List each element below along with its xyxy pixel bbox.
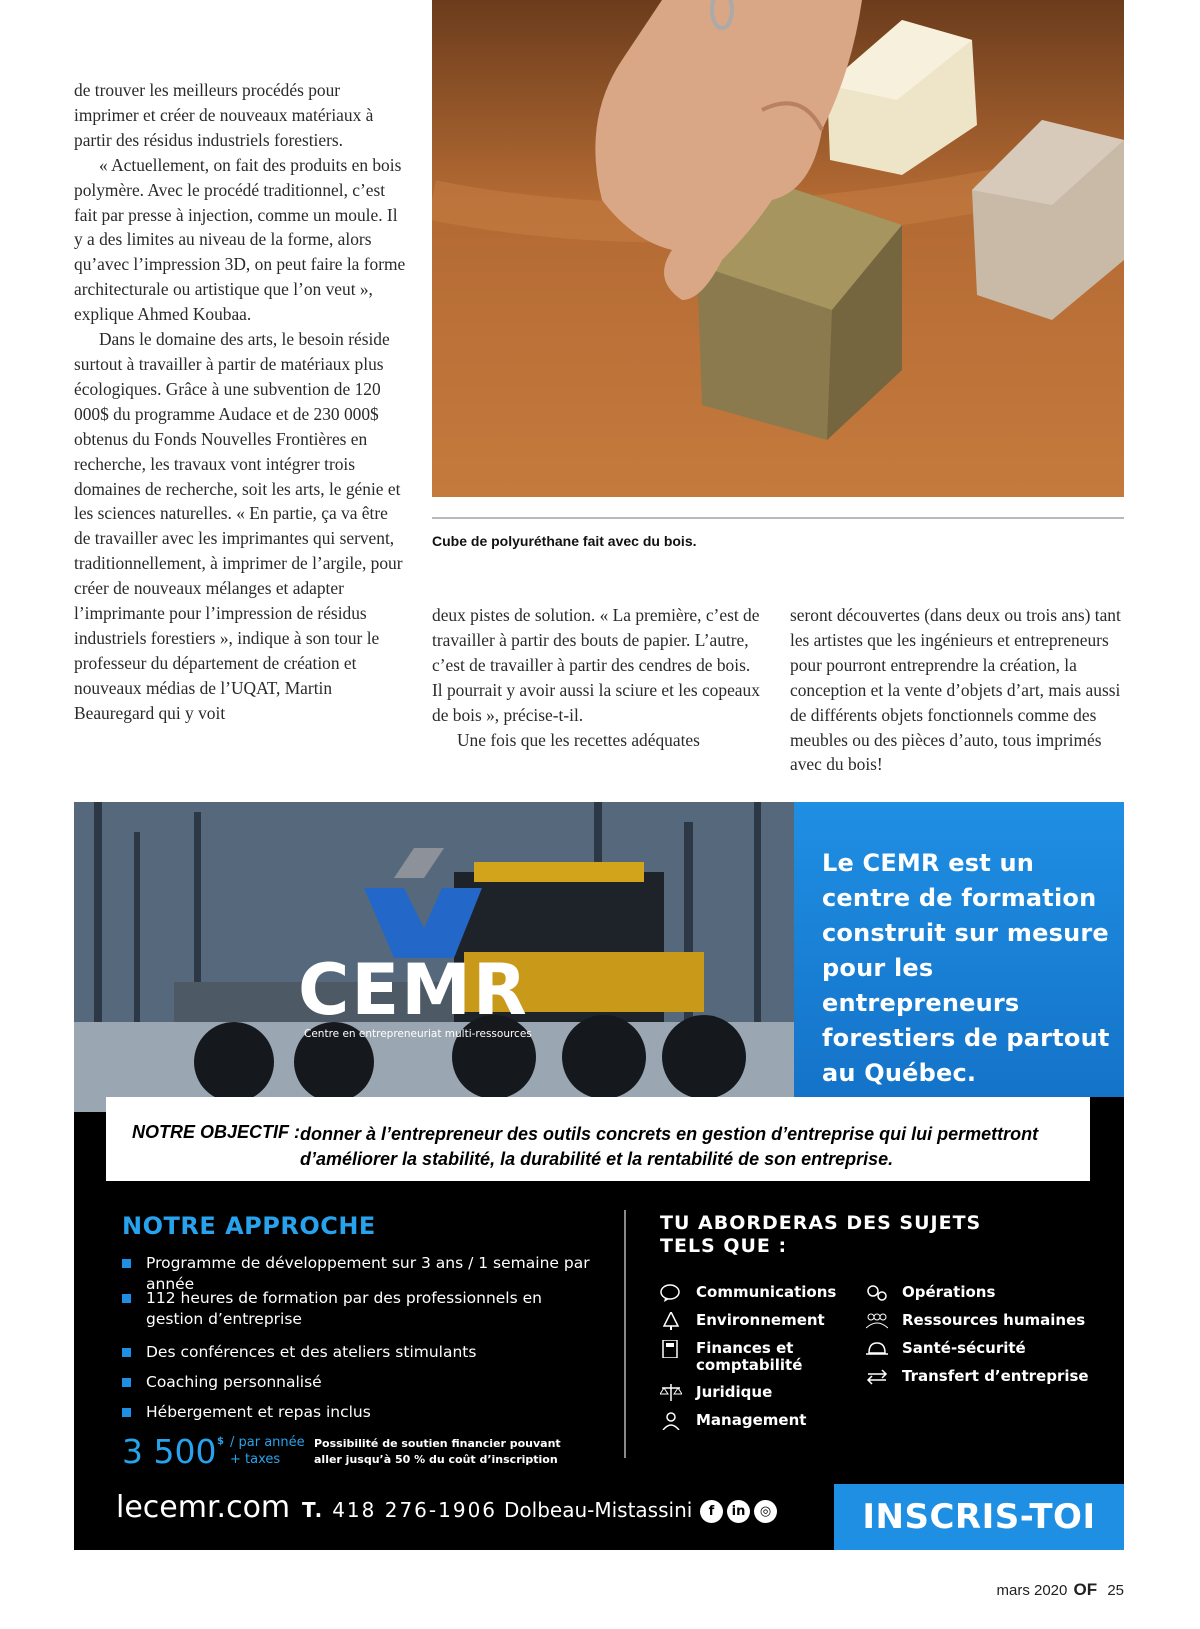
article-column-3 (790, 603, 1125, 777)
speech-bubble-icon (660, 1284, 682, 1302)
cemr-logo-text: CEMR (298, 949, 529, 1031)
approach-item: Programme de développement sur 3 ans / 1 semaine par année (122, 1253, 602, 1295)
cemr-logo-mark (364, 848, 484, 958)
photo-illustration (432, 0, 1124, 497)
topic-item: Transfert d’entreprise (866, 1368, 1116, 1385)
register-button[interactable]: INSCRIS-TOI (834, 1484, 1124, 1550)
article-column-1 (74, 78, 406, 726)
price-tax: + taxes (230, 1452, 281, 1467)
photo-caption: Cube de polyuréthane fait avec du bois. (432, 533, 697, 549)
facebook-icon[interactable]: f (700, 1500, 723, 1523)
topic-item: Opérations (866, 1284, 1116, 1301)
approach-item: Hébergement et repas inclus (122, 1402, 602, 1423)
article-paragraph: Une fois que les recettes adéquates (457, 729, 700, 750)
price-amount: 3 500 (122, 1432, 217, 1471)
price-per-year: / par année (230, 1435, 305, 1450)
city-name: Dolbeau-Mistassini (504, 1498, 693, 1522)
topic-item: Santé-sécurité (866, 1340, 1116, 1357)
cemr-advertisement (74, 802, 1124, 1550)
calculator-icon (660, 1340, 682, 1358)
phone-value: 418 276-1906 (332, 1498, 498, 1522)
objective-label: NOTRE OBJECTIF : (132, 1122, 301, 1142)
blue-panel-text: Le CEMR est un centre de formation construit sur mesure pour les entrepreneurs forestiers de partout au Québec. (822, 849, 1110, 1087)
cemr-logo-subtitle: Centre en entrepreneuriat multi-ressources (304, 1028, 532, 1040)
topic-item: Environnement (660, 1312, 880, 1329)
article-paragraph: « Actuellement, on fait des produits en bois polymère. Avec le procédé traditionnel, c’est fait par presse à injection, comme un moule. Il y a des limites au niveau de la forme, alors qu’avec l’impression 3D, on peut faire la forme architecturale ou artistique que l’on veut », explique Ahmed Koubaa. (74, 154, 406, 325)
approach-item: 112 heures de formation par des professionnels en gestion d’entreprise (122, 1288, 602, 1330)
topic-item: Communications (660, 1284, 880, 1301)
instagram-icon[interactable]: ◎ (754, 1500, 777, 1523)
scales-icon (660, 1384, 682, 1402)
linkedin-icon[interactable]: in (727, 1500, 750, 1523)
article-column-2 (432, 603, 762, 752)
photo-polyurethane-cubes (432, 0, 1124, 497)
page-folio (996, 1580, 1124, 1600)
section-divider (624, 1210, 626, 1458)
approach-title: NOTRE APPROCHE (122, 1212, 376, 1240)
hardhat-icon (866, 1340, 888, 1358)
topic-item: Finances et comptabilité (660, 1340, 880, 1374)
article-paragraph: seront découvertes (dans deux ou trois ans) tant les artistes que les ingénieurs et entrepreneurs pour pourront entreprendre la création, la conception et la vente d’objets d’art, mais aussi de différents objets fonctionnels comme des meubles ou des pièces d’auto, tous imprimés avec du bois! (790, 605, 1121, 775)
article-paragraph: deux pistes de solution. « La première, c’est de travailler à partir des bouts de papier. L’autre, c’est de travailler à partir des cendres de bois. Il pourrait y avoir aussi la sciure et les copeaux de bois », précise-t-il. (432, 605, 760, 725)
arrows-icon (866, 1368, 888, 1386)
approach-item: Des conférences et des ateliers stimulants (122, 1342, 602, 1363)
price-period (230, 1434, 310, 1468)
approach-item: Coaching personnalisé (122, 1372, 602, 1393)
price-currency: $ (217, 1436, 224, 1447)
tree-icon (660, 1312, 682, 1330)
topics-title: TU ABORDERAS DES SUJETS TELS QUE : (660, 1212, 982, 1257)
price-note: Possibilité de soutien financier pouvant aller jusqu’à 50 % du coût d’inscription (314, 1437, 561, 1466)
article-paragraph: de trouver les meilleurs procédés pour imprimer et créer de nouveaux matériaux à partir des résidus industriels forestiers. (74, 80, 374, 150)
magazine-brand: OF (1073, 1580, 1098, 1599)
bullet-icon (122, 1259, 131, 1268)
bullet-icon (122, 1294, 131, 1303)
phone-prefix: T. (302, 1498, 325, 1522)
topic-item: Ressources humaines (866, 1312, 1116, 1329)
caption-divider (432, 517, 1124, 519)
bullet-icon (122, 1348, 131, 1357)
people-icon (866, 1312, 888, 1330)
phone-number[interactable] (302, 1498, 497, 1522)
website-link[interactable]: lecemr.com (116, 1490, 291, 1525)
article-paragraph: Dans le domaine des arts, le besoin réside surtout à travailler à partir de matériaux plus écologiques. Grâce à une subvention de 120 000$ du programme Audace et de 230 000$ obtenus du Fonds Nouvelles Frontières en recherche, les travaux vont intégrer trois domaines de recherche, soit les arts, le génie et les sciences naturelles. « En partie, ça va être de travailler avec les imprimantes qui servent, traditionnellement, à imprimer de l’argile, pour créer de nouveaux mélanges et adapter l’imprimante pour l’impression de résidus industriels forestiers », indique à son tour le professeur du département de création et nouveaux médias de l’UQAT, Martin Beauregard qui y voit (74, 329, 403, 723)
page-number: 25 (1107, 1582, 1124, 1599)
topic-item: Juridique (660, 1384, 880, 1401)
person-icon (660, 1412, 682, 1430)
folio-date: mars 2020 (996, 1582, 1068, 1599)
topic-item: Management (660, 1412, 880, 1429)
gears-icon (866, 1284, 888, 1302)
bullet-icon (122, 1408, 131, 1417)
objective-text: donner à l’entrepreneur des outils concrets en gestion d’entreprise qui lui permettront d’améliorer la stabilité, la durabilité et la rentabilité de son entreprise. (300, 1124, 1039, 1169)
bullet-icon (122, 1378, 131, 1387)
